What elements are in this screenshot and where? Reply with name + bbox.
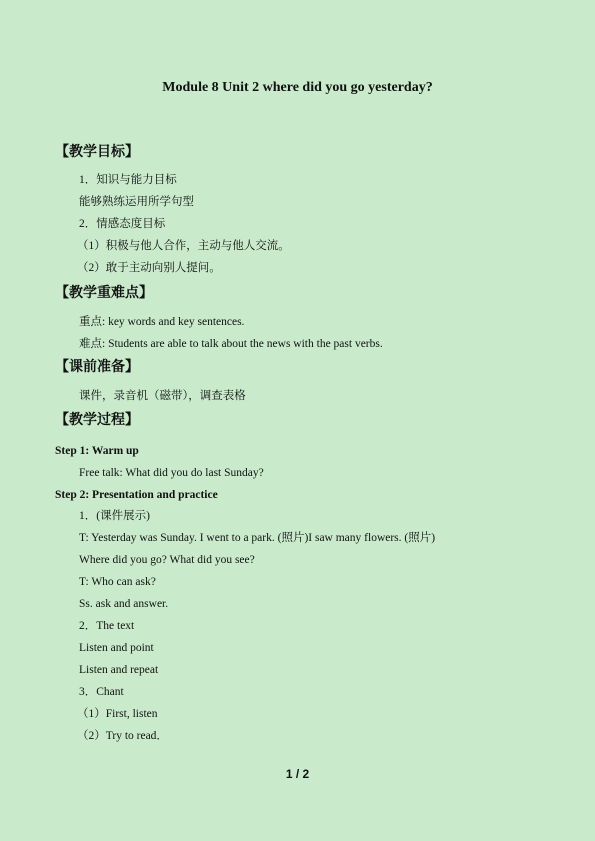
document-title: Module 8 Unit 2 where did you go yesterday? xyxy=(162,80,433,95)
step2-line: T: Who can ask? xyxy=(79,576,156,588)
key-points-line: 难点: Students are able to talk about the news with the past verbs. xyxy=(79,338,383,350)
step2-line: Ss. ask and answer. xyxy=(79,598,169,610)
step2-line: Listen and point xyxy=(79,642,154,654)
step2-line: Where did you go? What did you see? xyxy=(79,554,255,566)
page-number: 1 / 2 xyxy=(285,767,310,781)
step2-line: Listen and repeat xyxy=(79,664,159,676)
section-heading-process: 【教学过程】 xyxy=(55,412,139,428)
objectives-line: （1）积极与他人合作，主动与他人交流。 xyxy=(77,240,290,252)
step2-line: 1．(课件展示) xyxy=(79,510,150,522)
section-heading-key-points: 【教学重难点】 xyxy=(55,285,153,301)
preparation-line: 课件，录音机（磁带），调查表格 xyxy=(79,390,246,402)
objectives-line: 2．情感态度目标 xyxy=(79,218,166,230)
objectives-line: 1．知识与能力目标 xyxy=(79,174,177,186)
step2-line: （2）Try to read． xyxy=(77,730,168,742)
step2-line: T: Yesterday was Sunday. I went to a park. (照片)I saw many flowers. (照片) xyxy=(79,532,436,544)
objectives-line: 能够熟练运用所学句型 xyxy=(79,196,194,208)
step-title-presentation: Step 2: Presentation and practice xyxy=(55,489,218,501)
step2-line: 2．The text xyxy=(79,620,135,632)
key-points-line: 重点: key words and key sentences. xyxy=(79,316,245,328)
section-heading-objectives: 【教学目标】 xyxy=(55,144,139,160)
section-heading-preparation: 【课前准备】 xyxy=(55,359,139,375)
step-title-warm-up: Step 1: Warm up xyxy=(55,445,139,457)
objectives-line: （2）敢于主动向别人提问。 xyxy=(77,262,221,274)
step1-line: Free talk: What did you do last Sunday? xyxy=(79,467,264,479)
step2-line: （1）First, listen xyxy=(77,708,158,720)
step2-line: 3．Chant xyxy=(79,686,124,698)
